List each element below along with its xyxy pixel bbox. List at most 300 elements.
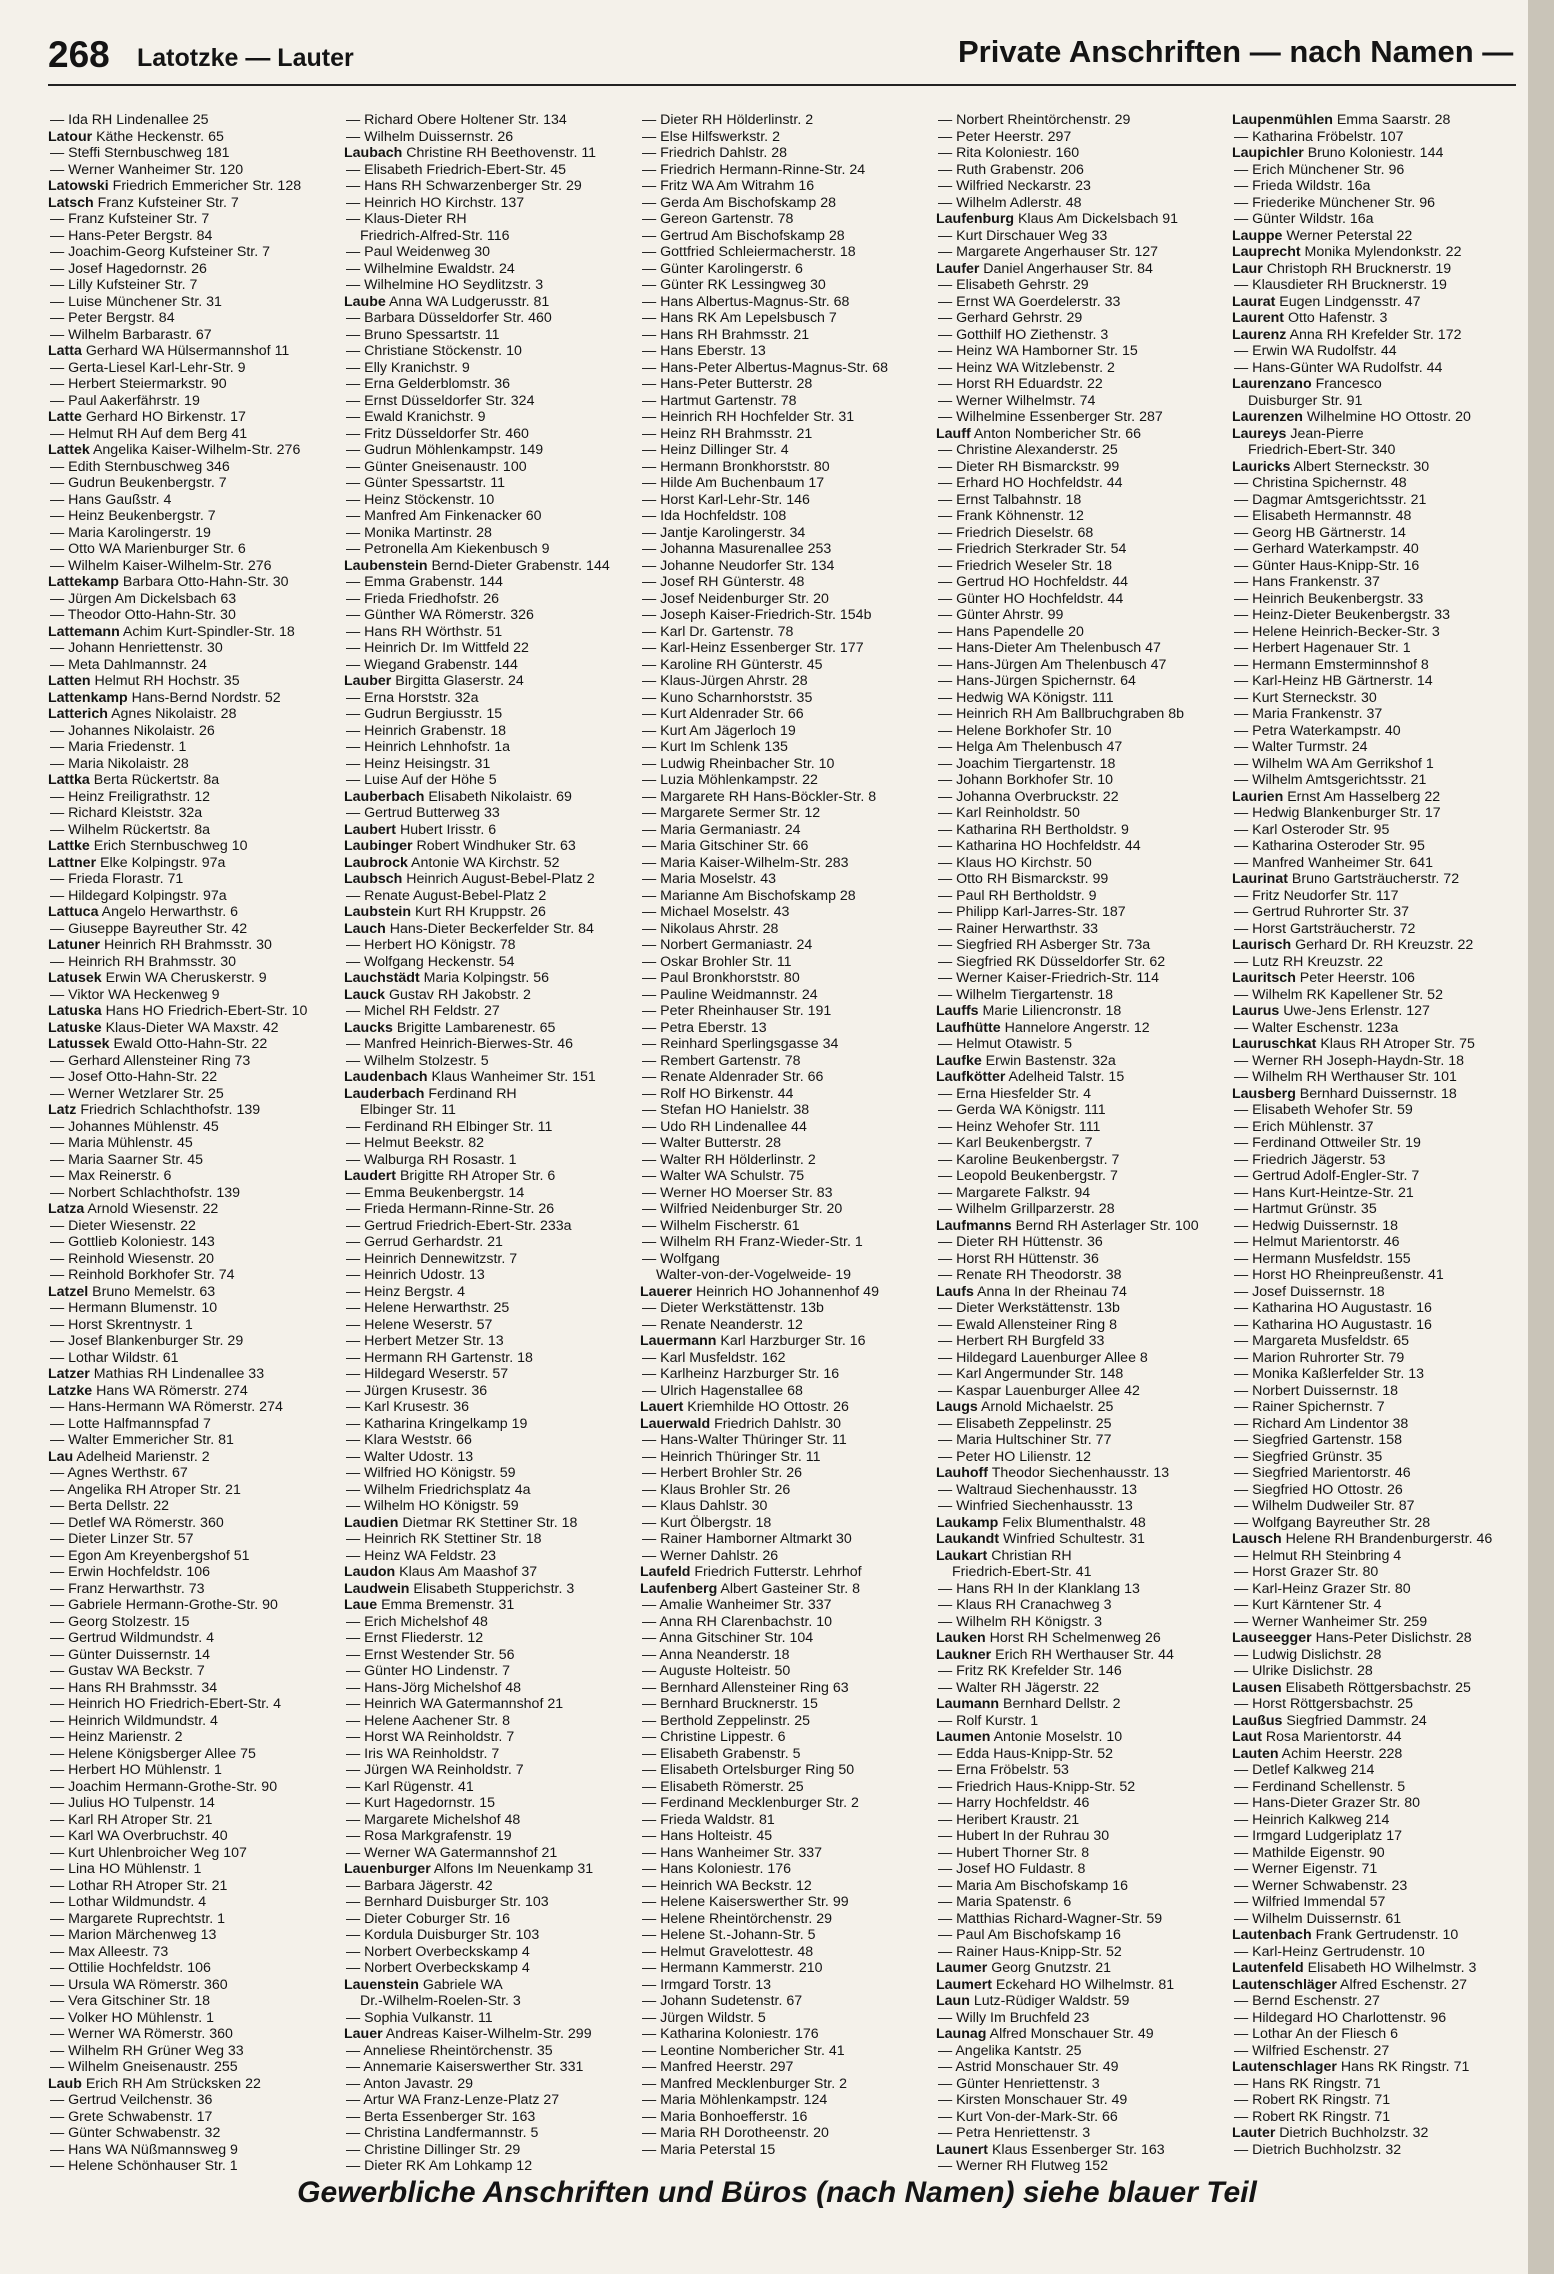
surname-entry: Laumann Bernhard Dellstr. 2 bbox=[936, 1696, 1121, 1712]
person-entry: — Hans Frankenstr. 37 bbox=[1234, 574, 1380, 590]
person-entry: — Agnes Werthstr. 67 bbox=[50, 1465, 188, 1481]
person-entry: — Anneliese Rheintörchenstr. 35 bbox=[346, 2042, 553, 2059]
person-entry: — Josef Neidenburger Str. 20 bbox=[642, 590, 829, 607]
person-entry: — Robert RK Ringstr. 71 bbox=[1234, 2108, 1391, 2125]
surname: Latzke bbox=[48, 1382, 93, 1399]
directory-column-4 bbox=[936, 112, 1228, 2174]
person-entry: — Lina HO Mühlenstr. 1 bbox=[50, 1861, 202, 1877]
person-entry: — Anton Javastr. 29 bbox=[346, 2075, 473, 2092]
person-entry: — Hans Holteistr. 45 bbox=[642, 1828, 773, 1844]
person-entry: — Günter Schwabenstr. 32 bbox=[50, 2125, 221, 2141]
person-entry: — Ernst Düsseldorfer Str. 324 bbox=[346, 392, 535, 409]
person-entry: — Bernhard Duisburger Str. 103 bbox=[346, 1894, 549, 1910]
person-entry: — Frank Köhnenstr. 12 bbox=[938, 508, 1084, 524]
person-entry: — Joseph Kaiser-Friedrich-Str. 154b bbox=[642, 607, 872, 623]
person-entry: — Joachim-Georg Kufsteiner Str. 7 bbox=[50, 244, 270, 260]
surname-entry: Latsch Franz Kufsteiner Str. 7 bbox=[48, 194, 239, 211]
person-entry: — Erna Hiesfelder Str. 4 bbox=[938, 1085, 1091, 1102]
person-entry: — Heinz Freiligrathstr. 12 bbox=[50, 788, 211, 805]
person-entry: — Klaus Brohler Str. 26 bbox=[642, 1481, 791, 1498]
person-entry: — Bruno Spessartstr. 11 bbox=[346, 326, 500, 343]
person-entry: — Berthold Zeppelinstr. 25 bbox=[642, 1712, 810, 1729]
surname: Laugs bbox=[936, 1399, 978, 1415]
person-entry: — Walter Udostr. 13 bbox=[346, 1448, 474, 1465]
surname: Laut bbox=[1232, 1729, 1262, 1745]
person-entry: — Hedwig Blankenburger Str. 17 bbox=[1234, 805, 1441, 821]
surname-entry: Latour Käthe Heckenstr. 65 bbox=[48, 128, 224, 145]
person-entry: — Katharina HO Augustastr. 16 bbox=[1234, 1316, 1432, 1333]
person-entry: — Wilfried HO Königstr. 59 bbox=[346, 1465, 516, 1481]
person-entry: — Peter Bergstr. 84 bbox=[50, 310, 175, 326]
surname: Latour bbox=[48, 128, 93, 145]
person-entry: — Margarete Ruprechtstr. 1 bbox=[50, 1910, 226, 1927]
person-entry: — Karl Osteroder Str. 95 bbox=[1234, 821, 1390, 838]
person-entry: — Johann Borkhofer Str. 10 bbox=[938, 772, 1114, 788]
person-entry: — Friedrich Jägerstr. 53 bbox=[1234, 1151, 1386, 1168]
surname-entry: Laupichler Bruno Koloniestr. 144 bbox=[1232, 145, 1444, 161]
person-entry: — Friederike Münchener Str. 96 bbox=[1234, 194, 1436, 211]
person-entry: — Margareta Musfeldstr. 65 bbox=[1234, 1333, 1410, 1349]
person-entry: — Helmut Beekstr. 82 bbox=[346, 1135, 484, 1151]
person-entry: — Hans RH Schwarzenberger Str. 29 bbox=[346, 178, 582, 194]
surname: Latta bbox=[48, 343, 82, 359]
surname-entry: Lauenburger Alfons Im Neuenkamp 31 bbox=[344, 1861, 594, 1877]
directory-column-5 bbox=[1232, 112, 1524, 2158]
person-entry: — Siegfried Gartenstr. 158 bbox=[1234, 1432, 1402, 1448]
surname: Laub bbox=[48, 2075, 82, 2092]
surname-entry: Lauken Horst RH Schelmenweg 26 bbox=[936, 1630, 1161, 1646]
person-entry: — Peter Heerstr. 297 bbox=[938, 128, 1072, 145]
surname: Laufer bbox=[936, 260, 980, 277]
person-entry: — Heinrich Beukenbergstr. 33 bbox=[1234, 590, 1424, 607]
person-entry: — Walter RH Hölderlinstr. 2 bbox=[642, 1151, 816, 1168]
person-entry: — Jantje Karolingerstr. 34 bbox=[642, 524, 806, 541]
person-entry: — Maria RH Dorotheenstr. 20 bbox=[642, 2125, 829, 2141]
surname: Latsch bbox=[48, 194, 94, 211]
person-entry: — Helene Herwarthstr. 25 bbox=[346, 1300, 510, 1316]
surname-entry: Lautenfeld Elisabeth HO Wilhelmstr. 3 bbox=[1232, 1960, 1477, 1976]
surname: Lauck bbox=[344, 986, 386, 1003]
person-entry: — Johannes Nikolaistr. 26 bbox=[50, 722, 215, 739]
person-entry: — Kurt Im Schlenk 135 bbox=[642, 739, 788, 755]
person-entry: — Hans-Peter Albertus-Magnus-Str. 68 bbox=[642, 359, 889, 376]
person-entry: — Irmgard Ludgeriplatz 17 bbox=[1234, 1828, 1402, 1844]
person-entry: — Helene Rheintörchenstr. 29 bbox=[642, 1910, 833, 1927]
person-entry: — Max Reinerstr. 6 bbox=[50, 1168, 172, 1184]
person-entry: — Josef RH Günterstr. 48 bbox=[642, 574, 805, 590]
person-entry: — Hans-Dieter Am Thelenbusch 47 bbox=[938, 640, 1161, 656]
person-entry: — Friedrich Hermann-Rinne-Str. 24 bbox=[642, 161, 866, 178]
surname: Lauffs bbox=[936, 1003, 979, 1019]
surname-entry: Laufenberg Albert Gasteiner Str. 8 bbox=[640, 1580, 860, 1597]
surname: Laukamp bbox=[936, 1514, 999, 1531]
person-entry: — Elisabeth Wehofer Str. 59 bbox=[1234, 1102, 1413, 1118]
person-entry: — Hartmut Gartenstr. 78 bbox=[642, 392, 797, 409]
surname-entry: Laudenbach Klaus Wanheimer Str. 151 bbox=[344, 1069, 596, 1085]
person-entry: — Heinz-Dieter Beukenbergstr. 33 bbox=[1234, 607, 1451, 623]
person-entry: — Klausdieter RH Brucknerstr. 19 bbox=[1234, 277, 1447, 293]
surname: Laudert bbox=[344, 1168, 397, 1184]
surname-entry: Latuske Klaus-Dieter WA Maxstr. 42 bbox=[48, 1019, 279, 1036]
person-entry: — Else Hilfswerkstr. 2 bbox=[642, 128, 780, 145]
surname-entry: Lauerwald Friedrich Dahlstr. 30 bbox=[640, 1415, 842, 1432]
surname: Lauprecht bbox=[1232, 244, 1301, 260]
surname: Laubach bbox=[344, 145, 403, 161]
surname-entry: Latte Gerhard HO Birkenstr. 17 bbox=[48, 409, 246, 425]
person-entry: — Hildegard Lauenburger Allee 8 bbox=[938, 1349, 1148, 1366]
entry-continuation: Duisburger Str. 91 bbox=[1248, 392, 1363, 409]
person-entry: — Werner WA Gatermannshof 21 bbox=[346, 1844, 558, 1861]
person-entry: — Josef Otto-Hahn-Str. 22 bbox=[50, 1069, 218, 1085]
person-entry: — Hans RK Am Lepelsbusch 7 bbox=[642, 310, 837, 326]
person-entry: — Heinrich RH Brahmsstr. 30 bbox=[50, 953, 237, 970]
person-entry: — Kurt Aldenrader Str. 66 bbox=[642, 706, 804, 722]
surname: Lauer bbox=[344, 2026, 383, 2042]
surname-entry: Latuska Hans HO Friedrich-Ebert-Str. 10 bbox=[48, 1003, 308, 1019]
person-entry: — Richard Kleiststr. 32a bbox=[50, 805, 203, 821]
person-entry: — Wilhelm Rückertstr. 8a bbox=[50, 821, 211, 838]
person-entry: — Gertrud Veilchenstr. 36 bbox=[50, 2092, 213, 2108]
surname: Lauderbach bbox=[344, 1085, 425, 1102]
surname: Laufkötter bbox=[936, 1069, 1006, 1085]
surname-entry: Laurenzano Francesco bbox=[1232, 376, 1382, 392]
surname: Laubenstein bbox=[344, 557, 428, 574]
person-entry: — Hans-Hermann WA Römerstr. 274 bbox=[50, 1399, 283, 1415]
surname: Lauppe bbox=[1232, 227, 1283, 244]
person-entry: — Monika Martinstr. 28 bbox=[346, 524, 492, 541]
person-entry: — Margarete Angerhauser Str. 127 bbox=[938, 244, 1159, 260]
person-entry: — Klaus-Dieter RH bbox=[346, 211, 467, 227]
person-entry: — Horst WA Reinholdstr. 7 bbox=[346, 1729, 515, 1745]
surname: Laureys bbox=[1232, 425, 1287, 442]
surname: Laukner bbox=[936, 1646, 992, 1663]
directory-column-3 bbox=[640, 112, 932, 2158]
surname: Lauten bbox=[1232, 1745, 1279, 1762]
person-entry: — Heinz Heisingstr. 31 bbox=[346, 755, 491, 772]
surname: Laurinat bbox=[1232, 871, 1288, 887]
person-entry: — Gustav WA Beckstr. 7 bbox=[50, 1663, 205, 1679]
person-entry: — Rolf Kurstr. 1 bbox=[938, 1712, 1039, 1729]
surname-entry: Latussek Ewald Otto-Hahn-Str. 22 bbox=[48, 1036, 268, 1052]
person-entry: — Paul Am Bischofskamp 16 bbox=[938, 1927, 1121, 1943]
surname: Lauenburger bbox=[344, 1861, 431, 1877]
person-entry: — Wilhelmine Ewaldstr. 24 bbox=[346, 260, 515, 277]
person-entry: — Wilfried Immendal 57 bbox=[1234, 1894, 1386, 1910]
person-entry: — Elisabeth Zeppelinstr. 25 bbox=[938, 1415, 1112, 1432]
surname-entry: Laurat Eugen Lindgensstr. 47 bbox=[1232, 293, 1421, 310]
surname: Laubrock bbox=[344, 854, 408, 871]
person-entry: — Otto WA Marienburger Str. 6 bbox=[50, 541, 246, 557]
person-entry: — Karl RH Atroper Str. 21 bbox=[50, 1811, 213, 1828]
person-entry: — Werner Wilhelmstr. 74 bbox=[938, 392, 1096, 409]
surname: Lattemann bbox=[48, 623, 120, 640]
person-entry: — Heinrich Lehnhofstr. 1a bbox=[346, 739, 511, 755]
person-entry: — Wilhelm HO Königstr. 59 bbox=[346, 1498, 519, 1514]
person-entry: — Kurt Am Jägerloch 19 bbox=[642, 722, 796, 739]
person-entry: — Wilhelm Friedrichsplatz 4a bbox=[346, 1481, 531, 1498]
surname-entry: Laubsch Heinrich August-Bebel-Platz 2 bbox=[344, 871, 595, 887]
person-entry: — Friedrich Dieselstr. 68 bbox=[938, 524, 1094, 541]
person-entry: — Maria Peterstal 15 bbox=[642, 2141, 776, 2158]
person-entry: — Hubert In der Ruhrau 30 bbox=[938, 1828, 1110, 1844]
surname-entry: Laußus Siegfried Dammstr. 24 bbox=[1232, 1712, 1427, 1729]
surname-entry: Lauhoff Theodor Siechenhausstr. 13 bbox=[936, 1465, 1170, 1481]
person-entry: — Herbert Metzer Str. 13 bbox=[346, 1333, 504, 1349]
person-entry: — Luise Auf der Höhe 5 bbox=[346, 772, 497, 788]
person-entry: — Karl-Heinz HB Gärtnerstr. 14 bbox=[1234, 673, 1433, 689]
person-entry: — Walter Turmstr. 24 bbox=[1234, 739, 1368, 755]
person-entry: — Maria Hultschiner Str. 77 bbox=[938, 1432, 1112, 1448]
person-entry: — Ottilie Hochfeldstr. 106 bbox=[50, 1960, 211, 1976]
person-entry: — Werner Dahlstr. 26 bbox=[642, 1547, 779, 1564]
person-entry: — Karl Dr. Gartenstr. 78 bbox=[642, 623, 794, 640]
surname: Laufeld bbox=[640, 1564, 691, 1580]
person-entry: — Heinrich RH Hochfelder Str. 31 bbox=[642, 409, 855, 425]
surname-entry: Lattemann Achim Kurt-Spindler-Str. 18 bbox=[48, 623, 295, 640]
person-entry: — Bernhard Brucknerstr. 15 bbox=[642, 1696, 818, 1712]
person-entry: — Erna Fröbelstr. 53 bbox=[938, 1762, 1069, 1778]
person-entry: — Maria Mühlenstr. 45 bbox=[50, 1135, 193, 1151]
person-entry: — Matthias Richard-Wagner-Str. 59 bbox=[938, 1910, 1163, 1927]
person-entry: — Gertrud Ruhrorter Str. 37 bbox=[1234, 904, 1410, 920]
entry-continuation: Walter-von-der-Vogelweide- 19 bbox=[656, 1267, 852, 1283]
person-entry: — Sophia Vulkanstr. 11 bbox=[346, 2009, 493, 2026]
person-entry: — Johanna Overbruckstr. 22 bbox=[938, 788, 1119, 805]
surname-entry: Laukart Christian RH bbox=[936, 1547, 1072, 1564]
person-entry: — Kordula Duisburger Str. 103 bbox=[346, 1927, 540, 1943]
surname: Lauruschkat bbox=[1232, 1036, 1317, 1052]
person-entry: — Astrid Monschauer Str. 49 bbox=[938, 2059, 1119, 2075]
surname: Lauber bbox=[344, 673, 392, 689]
person-entry: — Paul Bronkhorststr. 80 bbox=[642, 970, 800, 986]
person-entry: — Dieter RH Bismarckstr. 99 bbox=[938, 458, 1120, 475]
person-entry: — Karl-Heinz Essenberger Str. 177 bbox=[642, 640, 864, 656]
person-entry: — Manfred Wanheimer Str. 641 bbox=[1234, 854, 1433, 871]
surname: Laufenburg bbox=[936, 211, 1015, 227]
person-entry: — Horst Röttgersbachstr. 25 bbox=[1234, 1696, 1413, 1712]
person-entry: — Wolfgang bbox=[642, 1250, 720, 1267]
person-entry: — Emma Beukenbergstr. 14 bbox=[346, 1184, 525, 1201]
surname: Latz bbox=[48, 1102, 77, 1118]
person-entry: — Erich Michelshof 48 bbox=[346, 1613, 488, 1630]
surname: Latza bbox=[48, 1201, 85, 1217]
person-entry: — Margarete Sermer Str. 12 bbox=[642, 805, 821, 821]
surname: Laupichler bbox=[1232, 145, 1304, 161]
surname-entry: Laumer Georg Gnutzstr. 21 bbox=[936, 1960, 1112, 1976]
surname: Laurent bbox=[1232, 310, 1285, 326]
person-entry: — Gertrud Butterweg 33 bbox=[346, 805, 500, 821]
person-entry: — Hans Papendelle 20 bbox=[938, 623, 1084, 640]
person-entry: — Auguste Holteistr. 50 bbox=[642, 1663, 791, 1679]
person-entry: — Reinhold Borkhofer Str. 74 bbox=[50, 1267, 235, 1283]
person-entry: — Frieda Waldstr. 81 bbox=[642, 1811, 775, 1828]
surname: Lauchstädt bbox=[344, 970, 420, 986]
person-entry: — Anna Neanderstr. 18 bbox=[642, 1646, 790, 1663]
person-entry: — Walter RH Jägerstr. 22 bbox=[938, 1679, 1100, 1696]
surname-entry: Lauffs Marie Liliencronstr. 18 bbox=[936, 1003, 1122, 1019]
person-entry: — Horst Grazer Str. 80 bbox=[1234, 1564, 1379, 1580]
person-entry: — Hans-Jörg Michelshof 48 bbox=[346, 1679, 522, 1696]
person-entry: — Petra Eberstr. 13 bbox=[642, 1019, 767, 1036]
person-entry: — Siegfried HO Ottostr. 26 bbox=[1234, 1481, 1403, 1498]
person-entry: — Hans Albertus-Magnus-Str. 68 bbox=[642, 293, 850, 310]
surname-entry: Lauruschkat Klaus RH Atroper Str. 75 bbox=[1232, 1036, 1475, 1052]
person-entry: — Gerhard Waterkampstr. 40 bbox=[1234, 541, 1419, 557]
surname: Laußus bbox=[1232, 1712, 1283, 1729]
person-entry: — Wilhelm Gneisenaustr. 255 bbox=[50, 2059, 238, 2075]
person-entry: — Heinrich Wildmundstr. 4 bbox=[50, 1712, 218, 1729]
person-entry: — Petra Waterkampstr. 40 bbox=[1234, 722, 1401, 739]
person-entry: — Leontine Nombericher Str. 41 bbox=[642, 2042, 845, 2059]
person-entry: — Winfried Siechenhausstr. 13 bbox=[938, 1498, 1133, 1514]
person-entry: — Günter Gneisenaustr. 100 bbox=[346, 458, 527, 475]
surname: Lausen bbox=[1232, 1679, 1282, 1696]
person-entry: — Hans WA Nüßmannsweg 9 bbox=[50, 2141, 238, 2158]
person-entry: — Renate RH Theodorstr. 38 bbox=[938, 1267, 1122, 1283]
person-entry: — Hans RH Brahmsstr. 21 bbox=[642, 326, 810, 343]
surname: Laurenz bbox=[1232, 326, 1287, 343]
person-entry: — Michel RH Feldstr. 27 bbox=[346, 1003, 500, 1019]
person-entry: — Erich Mühlenstr. 37 bbox=[1234, 1118, 1374, 1135]
person-entry: — Helene Kaiserswerther Str. 99 bbox=[642, 1894, 849, 1910]
page-header bbox=[0, 0, 1554, 92]
person-entry: — Heribert Kraustr. 21 bbox=[938, 1811, 1080, 1828]
person-entry: — Ida Hochfeldstr. 108 bbox=[642, 508, 787, 524]
surname-entry: Lauermann Karl Harzburger Str. 16 bbox=[640, 1333, 866, 1349]
person-entry: — Klaus Dahlstr. 30 bbox=[642, 1498, 768, 1514]
person-entry: — Wilhelm Amtsgerichtsstr. 21 bbox=[1234, 772, 1427, 788]
surname-entry: Lauter Dietrich Buchholzstr. 32 bbox=[1232, 2125, 1429, 2141]
person-entry: — Meta Dahlmannstr. 24 bbox=[50, 656, 207, 673]
person-entry: — Hermann Musfeldstr. 155 bbox=[1234, 1250, 1411, 1267]
person-entry: — Manfred Am Finkenacker 60 bbox=[346, 508, 542, 524]
person-entry: — Detlef Kalkweg 214 bbox=[1234, 1762, 1375, 1778]
person-entry: — Theodor Otto-Hahn-Str. 30 bbox=[50, 607, 236, 623]
person-entry: — Lothar Wildstr. 61 bbox=[50, 1349, 179, 1366]
person-entry: — Karl WA Overbruchstr. 40 bbox=[50, 1828, 228, 1844]
person-entry: — Christina Spichernstr. 48 bbox=[1234, 475, 1407, 491]
person-entry: — Werner Wanheimer Str. 259 bbox=[1234, 1613, 1428, 1630]
directory-column-1 bbox=[48, 112, 340, 2174]
surname: Lautenschlager bbox=[1232, 2059, 1337, 2075]
surname: Laurisch bbox=[1232, 937, 1292, 953]
person-entry: — Paul Aakerfährstr. 19 bbox=[50, 392, 200, 409]
surname-entry: Laufmanns Bernd RH Asterlager Str. 100 bbox=[936, 1217, 1199, 1234]
surname-entry: Lauerer Heinrich HO Johannenhof 49 bbox=[640, 1283, 879, 1300]
person-entry: — Maria Frankenstr. 37 bbox=[1234, 706, 1383, 722]
surname: Lautenfeld bbox=[1232, 1960, 1304, 1976]
person-entry: — Walter Eschenstr. 123a bbox=[1234, 1019, 1399, 1036]
surname: Lauerer bbox=[640, 1283, 693, 1300]
person-entry: — Horst Gartsträucherstr. 72 bbox=[1234, 920, 1416, 937]
person-entry: — Hans-Jürgen Spichernstr. 64 bbox=[938, 673, 1136, 689]
person-entry: — Helene St.-Johann-Str. 5 bbox=[642, 1927, 816, 1943]
surname-entry: Lattenkamp Hans-Bernd Nordstr. 52 bbox=[48, 689, 281, 706]
surname: Lautenbach bbox=[1232, 1927, 1312, 1943]
person-entry: — Maria Kaiser-Wilhelm-Str. 283 bbox=[642, 854, 849, 871]
person-entry: — Hedwig Duissernstr. 18 bbox=[1234, 1217, 1399, 1234]
surname-entry: Lauenstein Gabriele WA bbox=[344, 1976, 503, 1993]
person-entry: — Gertrud HO Hochfeldstr. 44 bbox=[938, 574, 1129, 590]
person-entry: — Dietrich Buchholzstr. 32 bbox=[1234, 2141, 1402, 2158]
person-entry: — Helene Heinrich-Becker-Str. 3 bbox=[1234, 623, 1440, 640]
person-entry: — Heinz Wehofer Str. 111 bbox=[938, 1118, 1101, 1135]
surname: Lattner bbox=[48, 854, 97, 871]
header-rule bbox=[48, 84, 1516, 86]
person-entry: — Hermann RH Gartenstr. 18 bbox=[346, 1349, 533, 1366]
surname-entry: Laudien Dietmar RK Stettiner Str. 18 bbox=[344, 1514, 578, 1531]
person-entry: — Herbert Brohler Str. 26 bbox=[642, 1465, 803, 1481]
person-entry: — Wilhelm RH Königstr. 3 bbox=[938, 1613, 1102, 1630]
person-entry: — Kurt Sterneckstr. 30 bbox=[1234, 689, 1377, 706]
person-entry: — Maria Am Bischofskamp 16 bbox=[938, 1877, 1129, 1894]
person-entry: — Heinz Bergstr. 4 bbox=[346, 1283, 466, 1300]
surname-entry: Laubach Christine RH Beethovenstr. 11 bbox=[344, 145, 597, 161]
person-entry: — Rembert Gartenstr. 78 bbox=[642, 1052, 801, 1069]
person-entry: — Harry Hochfeldstr. 46 bbox=[938, 1795, 1090, 1811]
person-entry: — Friedrich Dahlstr. 28 bbox=[642, 145, 788, 161]
person-entry: — Günter Haus-Knipp-Str. 16 bbox=[1234, 557, 1420, 574]
surname-entry: Laukandt Winfried Schultestr. 31 bbox=[936, 1531, 1145, 1547]
person-entry: — Norbert Overbeckskamp 4 bbox=[346, 1943, 530, 1960]
person-entry: — Joachim Tiergartenstr. 18 bbox=[938, 755, 1116, 772]
person-entry: — Helene Königsberger Allee 75 bbox=[50, 1745, 256, 1762]
surname-entry: Laufer Daniel Angerhauser Str. 84 bbox=[936, 260, 1153, 277]
directory-column-2 bbox=[344, 112, 636, 2174]
surname-entry: Lausberg Bernhard Duissernstr. 18 bbox=[1232, 1085, 1457, 1102]
surname: Lauricks bbox=[1232, 458, 1291, 475]
name-range: Latotzke — Lauter bbox=[137, 44, 354, 72]
surname-entry: Latzke Hans WA Römerstr. 274 bbox=[48, 1382, 248, 1399]
person-entry: — Heinrich HO Kirchstr. 137 bbox=[346, 194, 525, 211]
person-entry: — Heinz WA Witzlebenstr. 2 bbox=[938, 359, 1115, 376]
person-entry: — Karl Angermunder Str. 148 bbox=[938, 1366, 1124, 1382]
person-entry: — Maria Friedenstr. 1 bbox=[50, 739, 187, 755]
person-entry: — Edda Haus-Knipp-Str. 52 bbox=[938, 1745, 1114, 1762]
footer-note: Gewerbliche Anschriften und Büros (nach Namen) siehe blauer Teil bbox=[297, 2176, 1257, 2209]
surname-entry: Lauderbach Ferdinand RH bbox=[344, 1085, 517, 1102]
surname: Latowski bbox=[48, 178, 109, 194]
person-entry: — Helmut Otawistr. 5 bbox=[938, 1036, 1073, 1052]
surname: Laurenzano bbox=[1232, 376, 1312, 392]
person-entry: — Maria Gitschiner Str. 66 bbox=[642, 838, 809, 854]
person-entry: — Günter HO Lindenstr. 7 bbox=[346, 1663, 511, 1679]
surname-entry: Lautenbach Frank Gertrudenstr. 10 bbox=[1232, 1927, 1459, 1943]
surname: Laudien bbox=[344, 1514, 399, 1531]
person-entry: — Hildegard HO Charlottenstr. 96 bbox=[1234, 2009, 1447, 2026]
surname-entry: Lauchstädt Maria Kolpingstr. 56 bbox=[344, 970, 550, 986]
person-entry: — Erna Horststr. 32a bbox=[346, 689, 479, 706]
person-entry: — Heinrich RH Am Ballbruchgraben 8b bbox=[938, 706, 1185, 722]
person-entry: — Maria Nikolaistr. 28 bbox=[50, 755, 189, 772]
surname-entry: Lauer Andreas Kaiser-Wilhelm-Str. 299 bbox=[344, 2026, 592, 2042]
person-entry: — Kurt Uhlenbroicher Weg 107 bbox=[50, 1844, 247, 1861]
surname: Laurat bbox=[1232, 293, 1276, 310]
person-entry: — Friedrich Haus-Knipp-Str. 52 bbox=[938, 1778, 1136, 1795]
person-entry: — Elisabeth Römerstr. 25 bbox=[642, 1778, 804, 1795]
person-entry: — Marion Ruhrorter Str. 79 bbox=[1234, 1349, 1405, 1366]
person-entry: — Hans-Jürgen Am Thelenbusch 47 bbox=[938, 656, 1167, 673]
person-entry: — Paul Weidenweg 30 bbox=[346, 244, 491, 260]
surname: Laupenmühlen bbox=[1232, 112, 1333, 128]
person-entry: — Angelika Kantstr. 25 bbox=[938, 2042, 1082, 2059]
surname-entry: Latza Arnold Wiesenstr. 22 bbox=[48, 1201, 219, 1217]
surname-entry: Latta Gerhard WA Hülsermannshof 11 bbox=[48, 343, 290, 359]
person-entry: — Oskar Brohler Str. 11 bbox=[642, 953, 792, 970]
person-entry: — Hans RH Brahmsstr. 34 bbox=[50, 1679, 218, 1696]
surname-entry: Lauch Hans-Dieter Beckerfelder Str. 84 bbox=[344, 920, 594, 937]
person-entry: — Wilhelm Stolzestr. 5 bbox=[346, 1052, 489, 1069]
